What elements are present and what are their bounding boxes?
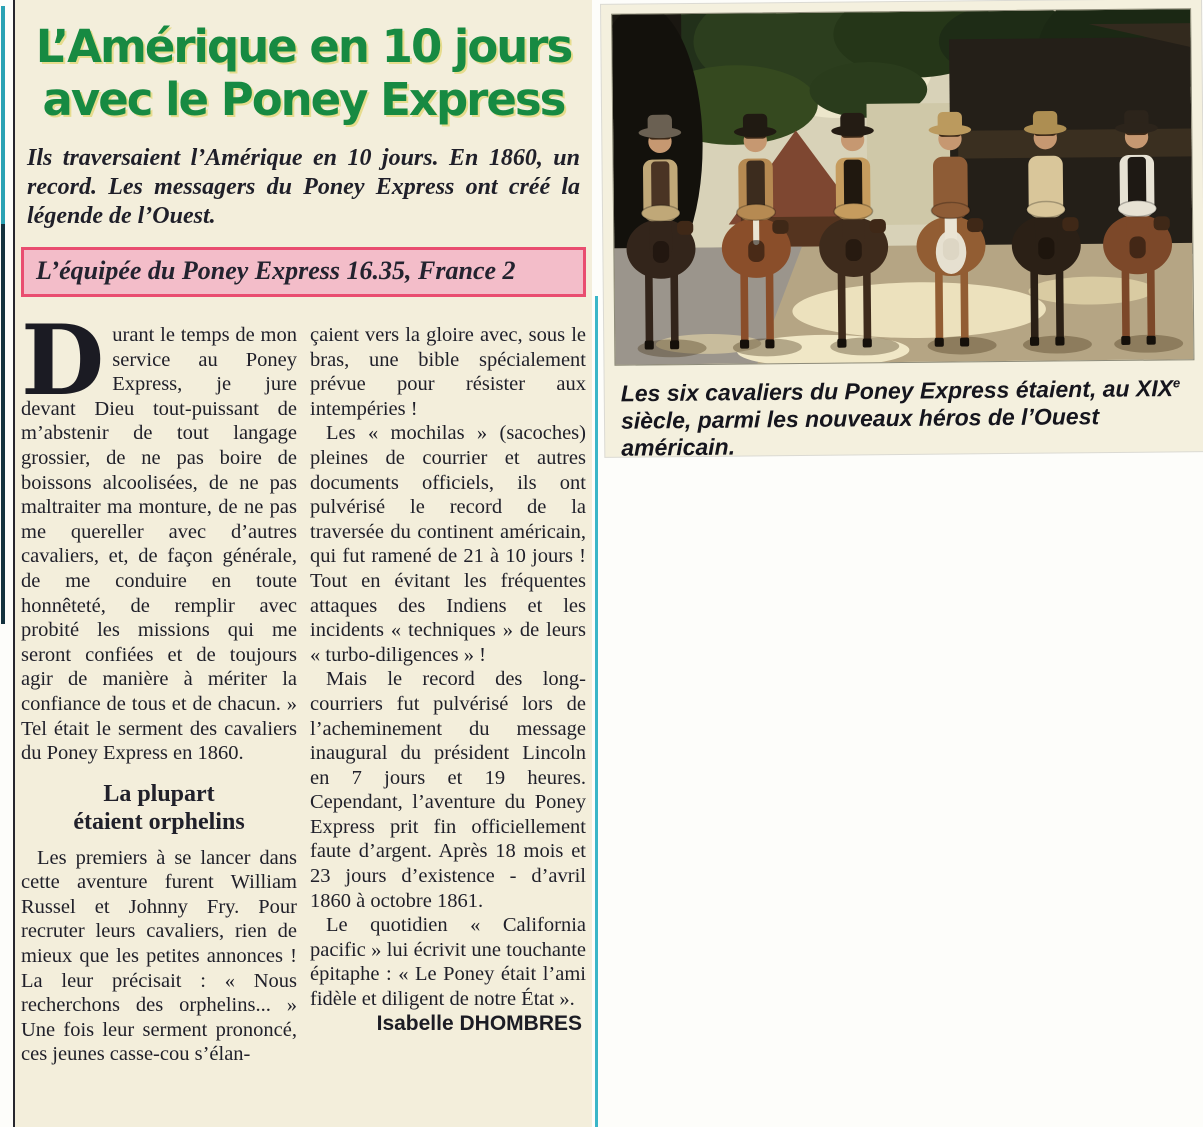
photo-frame [611, 8, 1194, 366]
left-edge-dark-line [1, 224, 5, 624]
caption-superscript: e [1172, 375, 1181, 391]
subheading-line2: étaient orphelins [73, 808, 245, 835]
paragraph-1 [21, 304, 297, 766]
body-columns [21, 304, 586, 1067]
photo-caption [605, 364, 1203, 461]
paragraph-3: çaient vers la gloire avec, sous le bras, une bible spécialement prévue pour résister aux intempéries ! [310, 324, 586, 420]
byline: Isabelle DHOMBRES [376, 1011, 582, 1035]
paragraph-2: Les premiers à se lancer dans cette aventure furent William Russel et Johnny Fry. Pour recruter leurs cavaliers, rien de mieux que les petites annonces ! La leur précisait : « Nous recherchons des orphelins... » Une fois leur serment prononcé, ces jeunes casse-cou s’élan- [21, 846, 297, 1066]
column-1 [21, 304, 297, 1067]
caption-text-1: Les six cavaliers du Poney Express étaient, au XIX [620, 375, 1174, 407]
paragraph-4: Les « mochilas » (sacoches) pleines de courrier et autres documents officiels, ils ont pulvérisé le record de la traversée du continent américain, qui fut ramené de 21 à 10 jours ! Tout en évitant les fréquentes attaques des Indiens et les incidents « techniques » de leurs « turbo-diligences » ! [310, 422, 586, 666]
column-2 [310, 323, 586, 1067]
tv-program-box: L’équipée du Poney Express 16.35, France 2 [21, 247, 586, 297]
subheading-line1: La plupart [103, 780, 215, 807]
left-edge-cyan-line [1, 6, 5, 224]
headline [21, 20, 586, 126]
article-block [15, 0, 592, 1127]
photo-card [601, 0, 1203, 461]
headline-line2: avec le Poney Express [42, 73, 565, 126]
dropcap-letter: D [21, 304, 105, 417]
caption-text-2: siècle, parmi les nouveaux héros de l’Ouest américain. [620, 402, 1100, 461]
article-right-cyan-line [595, 296, 598, 1127]
headline-line1: L’Amérique en 10 jours [35, 20, 572, 73]
paragraph-6: Le quotidien « California pacific » lui écrivit une touchante épitaphe : « Le Poney était l’ami fidèle et diligent de notre État ». [310, 914, 586, 1011]
subheading [21, 780, 297, 836]
standfirst: Ils traversaient l’Amérique en 10 jours. En 1860, un record. Les messagers du Poney Express ont créé la légende de l’Ouest. [27, 145, 580, 229]
pony-express-riders-photo [612, 9, 1193, 365]
paragraph-1-text: urant le temps de mon service au Poney Express, je jure devant Dieu tout-puissant de m’abstenir de tout langage grossier, de ne pas boire de boissons alcoolisées, de ne pas maltraiter ma monture, de ne pas me quereller avec d’autres cavaliers, et, de façon générale, de me conduire en toute honnêteté, de remplir avec probité les missions qui me seront confiées et de toujours agir de manière à mériter la confiance de tous et de chacun. » Tel était le serment des cavaliers du Poney Express en 1860. [21, 324, 297, 765]
paragraph-5: Mais le record des long-courriers fut pulvérisé lors de l’acheminement du message inaugural du président Lincoln en 7 jours et 19 heures. Cependant, l’aventure du Poney Express prit fin officiellement faute d’argent. Après 18 mois et 23 jours d’existence - d’avril 1860 à octobre 1861. [310, 668, 586, 912]
